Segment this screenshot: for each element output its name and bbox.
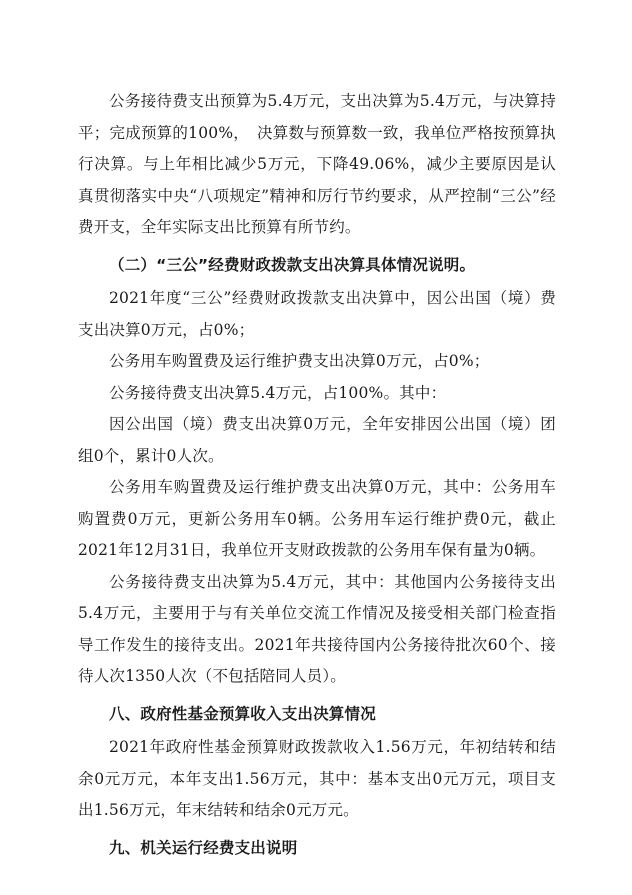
section-heading-operating-expenses: 九、机关运行经费支出说明 — [109, 838, 298, 857]
paragraph-overseas-travel: 2021年度“三公”经费财政拨款支出决算中，因公出国（境）费支出决算0万元，占0%； — [78, 289, 556, 339]
paragraph-reception-budget: 公务接待费支出预算为5.4万元，支出决算为5.4万元，与决算持平；完成预算的100%， 决算数与预算数一致，我单位严格按预算执行决算。与上年相比减少5万元，下降49.06%，减少主要原因是认真贯彻落实中央“八项规定”精神和厉行节约要求，从严控制“三公”经费开支，全年实际支出比预算有所节约。 — [78, 92, 556, 236]
section-heading-government-fund: 八、政府性基金预算收入支出决算情况 — [109, 704, 376, 723]
document-body — [78, 86, 556, 866]
paragraph-vehicle-details: 公务用车购置费及运行维护费支出决算0万元，其中：公务用车购置费0万元，更新公务用车0辆。公务用车运行维护费0元，截止2021年12月31日，我单位开支财政拨款的公务用车保有量为0辆。 — [78, 478, 556, 559]
paragraph-reception-cost: 公务接待费支出决算5.4万元，占100%。其中： — [109, 383, 447, 402]
paragraph-government-fund: 2021年政府性基金预算财政拨款收入1.56万元，年初结转和结余0元万元，本年支出1.56万元，其中：基本支出0元万元，项目支出1.56万元，年末结转和结余0元万元。 — [78, 738, 556, 819]
paragraph-vehicle-cost: 公务用车购置费及运行维护费支出决算0万元，占0%； — [109, 352, 490, 370]
paragraph-reception-details: 公务接待费支出决算为5.4万元，其中：其他国内公务接待支出5.4万元，主要用于与有关单位交流工作情况及接受相关部门检查指导工作发生的接待支出。2021年共接待国内公务接待批次60个、接待人次1350人次（不包括陪同人员）。 — [78, 572, 556, 685]
section-heading-three-public: （二）“三公”经费财政拨款支出决算具体情况说明。 — [109, 255, 476, 274]
paragraph-overseas-groups: 因公出国（境）费支出决算0万元，全年安排因公出国（境）团组0个，累计0人次。 — [78, 415, 556, 465]
